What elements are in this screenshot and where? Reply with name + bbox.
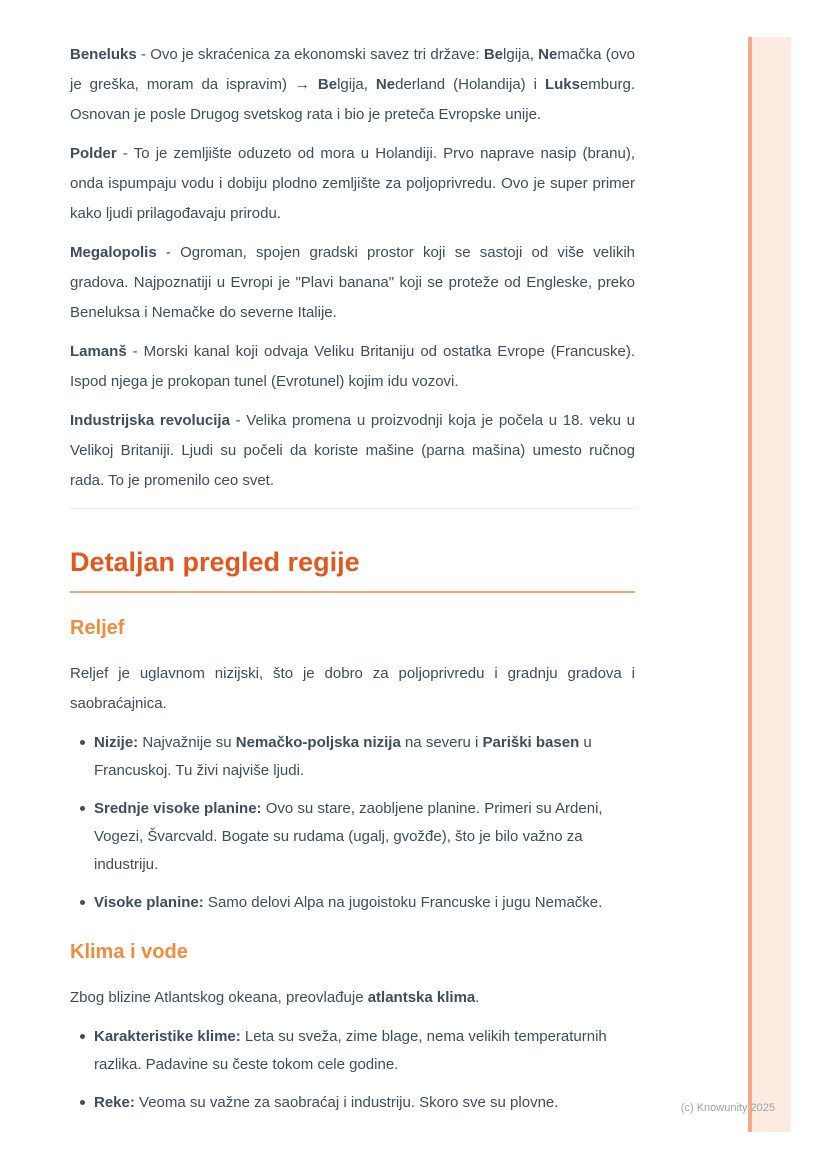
definition-paragraph (70, 406, 635, 496)
bold-term: Visoke planine: (94, 894, 204, 911)
bold-term: Reke: (94, 1094, 135, 1111)
text-run: Leta su sveža, zime blage, nema velikih temperaturnih razlika. Padavine su česte tokom cele godine. (94, 1028, 607, 1073)
bold-term: Ne (375, 76, 396, 93)
page-edge-accent-line (748, 37, 752, 1132)
bold-term: Nizije: (94, 734, 139, 751)
bold-term: Be (317, 76, 338, 93)
list-item (70, 889, 635, 917)
section-title: Detaljan pregled regije (70, 545, 635, 593)
section-divider (70, 508, 635, 509)
text-run: mačka (ovo je greška, moram da ispravim) → (70, 46, 635, 93)
notes-content (70, 28, 635, 1127)
bold-term: Srednje visoke planine: (94, 800, 262, 817)
bold-term: Ne (538, 46, 558, 63)
text-run: - To je zemljište oduzeto od mora u Holandiji. Prvo naprave nasip (branu), onda ispumpaju vodu i dobiju plodno zemljište za poljoprivredu. Ovo je super primer kako ljudi prilagođavaju prirodu. (70, 145, 635, 222)
definition-paragraph (70, 139, 635, 229)
list-item (70, 729, 635, 785)
subsection-title: Reljef (70, 617, 125, 639)
bold-term: Polder (70, 145, 117, 162)
copyright-note: (c) Knowunity 2025 (680, 1102, 775, 1114)
list-item (70, 1089, 635, 1117)
subsection-intro (70, 983, 635, 1013)
text-run: u Francuskoj. Tu živi najviše ljudi. (94, 734, 592, 779)
text-run: lgija, (503, 46, 539, 63)
text-run: derland (Holandija) i (395, 76, 545, 93)
text-run: Ovo su stare, zaobljene planine. Primeri su Ardeni, Vogezi, Švarcvald. Bogate su rudama (ugalj, gvožđe), što je bilo važno za industriju. (94, 800, 603, 873)
list-item (70, 1023, 635, 1079)
text-run: Reljef je uglavnom nizijski, što je dobro za poljoprivredu i gradnju gradova i saobraćajnica. (70, 665, 635, 712)
bold-term: Luks (544, 76, 580, 93)
bold-term: Karakteristike klime: (94, 1028, 241, 1045)
text-run: . (475, 989, 480, 1006)
text-run: na severu i (400, 734, 483, 751)
text-run: - Morski kanal koji odvaja Veliku Britaniju od ostatka Evrope (Francuske). Ispod njega je prokopan tunel (Evrotunel) kojim idu vozovi. (70, 343, 635, 390)
list-item (70, 795, 635, 879)
text-run: lgija, (337, 76, 376, 93)
bold-term: atlantska klima (367, 989, 476, 1006)
definition-paragraph (70, 40, 635, 130)
bold-term: Lamanš (70, 343, 127, 360)
text-run: emburg. Osnovan je posle Drugog svetskog rata i bio je preteča Evropske unije. (70, 76, 635, 123)
text-run: Najvažnije su (138, 734, 236, 751)
text-run: Zbog blizine Atlantskog okeana, preovlađuje (70, 989, 368, 1006)
text-run: - Velika promena u proizvodnji koja je počela u 18. veku u Velikoj Britaniji. Ljudi su počeli da koriste mašine (parna mašina) umesto ručnog rada. To je promenilo ceo svet. (70, 412, 635, 489)
text-run: Veoma su važne za saobraćaj i industriju. Skoro sve su plovne. (134, 1094, 559, 1111)
bullet-list (70, 729, 635, 917)
definition-paragraph (70, 337, 635, 397)
bold-term: Beneluks (70, 46, 137, 63)
text-run: Samo delovi Alpa na jugoistoku Francuske i jugu Nemačke. (203, 894, 603, 911)
page-edge-accent-band (752, 37, 791, 1132)
bold-term: Nemačko-poljska nizija (235, 734, 401, 751)
subsection-title: Klima i vode (70, 941, 188, 963)
bold-term: Be (483, 46, 504, 63)
bold-term: Industrijska revolucija (70, 412, 230, 429)
bullet-list (70, 1023, 635, 1117)
text-run: - Ovo je skraćenica za ekonomski savez tri države: (136, 46, 484, 63)
text-run: - Ogroman, spojen gradski prostor koji se sastoji od više velikih gradova. Najpoznatiji u Evropi je "Plavi banana" koji se proteže od Engleske, preko Beneluksa i Nemačke do severne Italije. (70, 244, 635, 321)
bold-term: Megalopolis (70, 244, 157, 261)
definition-paragraph (70, 238, 635, 328)
subsection-intro (70, 659, 635, 719)
bold-term: Pariški basen (482, 734, 580, 751)
definitions-section (70, 40, 635, 496)
subsections-container (70, 615, 635, 1117)
